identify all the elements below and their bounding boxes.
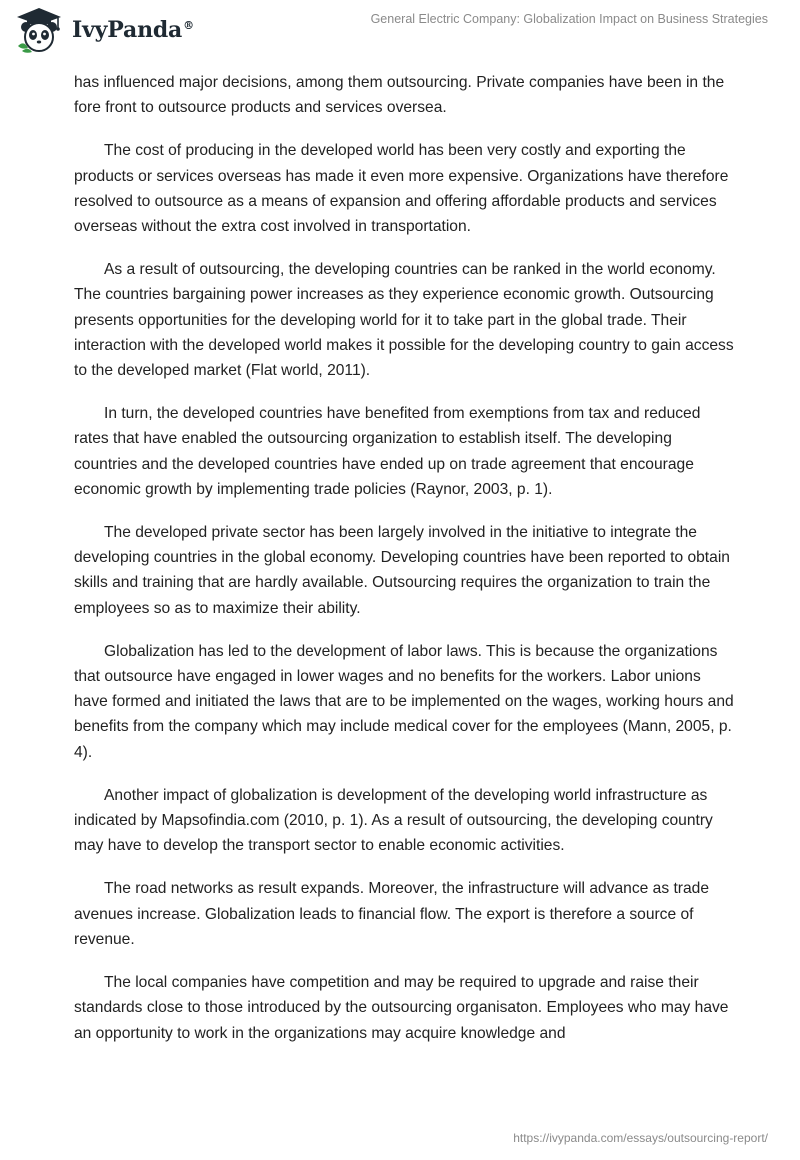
registered-mark: ® [183,18,194,32]
paragraph-2: The cost of producing in the developed world has been very costly and exporting the products or services overseas has made it even more expensive. Organizations have therefore resolved to outsource as a means of expansion and offering affordable products and services overseas without the extra cost involved in transportation. [74,142,729,236]
document-title: General Electric Company: Globalization Impact on Business Strategies [370,12,768,26]
paragraph-9: The local companies have competition and may be required to upgrade and raise their standards close to those introduced by the outsourcing organisaton. Employees who may have an opportunity to work in the organizations may acquire knowledge and [74,974,729,1042]
paragraph-7: Another impact of globalization is development of the developing world infrastructure as indicated by Mapsofindia.com (2010, p. 1). As a result of outsourcing, the developing country may have to develop the transport sector to enable economic activities. [74,786,713,855]
panda-graduate-icon [14,6,64,54]
paragraph-1: has influenced major decisions, among them outsourcing. Private companies have been in the fore front to outsource products and services oversea. [74,74,725,117]
article-body [74,70,734,1064]
page-header [0,0,800,60]
ivypanda-logo[interactable] [14,6,194,54]
paragraph-5: The developed private sector has been largely involved in the initiative to integrate the developing countries in the global economy. Developing countries have been reported to obtain skills and training that are hardly available. Outsourcing requires the organization to train the employees so as to maximize their ability. [74,524,730,617]
paragraph-3: As a result of outsourcing, the developing countries can be ranked in the world economy. The countries bargaining power increases as they experience economic growth. Outsourcing presents opportunities for the developing world for it to take part in the global trade. Their interaction with the developed world makes it possible for the developing country to gain access to the developed market (Flat world, 2011). [74,261,734,380]
source-url-link[interactable]: https://ivypanda.com/essays/outsourcing-report/ [513,1131,768,1145]
paragraph-6: Globalization has led to the development of labor laws. This is because the organizations that outsource have engaged in lower wages and no benefits for the workers. Labor unions have formed and initiated the laws that are to be implemented on the wages, working hours and benefits from the company which may include medical cover for the employees (Mann, 2005, p. 4). [74,642,734,761]
paragraph-8: The road networks as result expands. Moreover, the infrastructure will advance as trade avenues increase. Globalization leads to financial flow. The export is therefore a source of revenue. [74,880,709,948]
brand-name: IvyPanda® [72,17,194,43]
paragraph-4: In turn, the developed countries have benefited from exemptions from tax and reduced rates that have enabled the outsourcing organization to establish itself. The developing countries and the developed countries have ended up on trade agreement that encourage economic growth by implementing trade policies (Raynor, 2003, p. 1). [74,405,701,498]
